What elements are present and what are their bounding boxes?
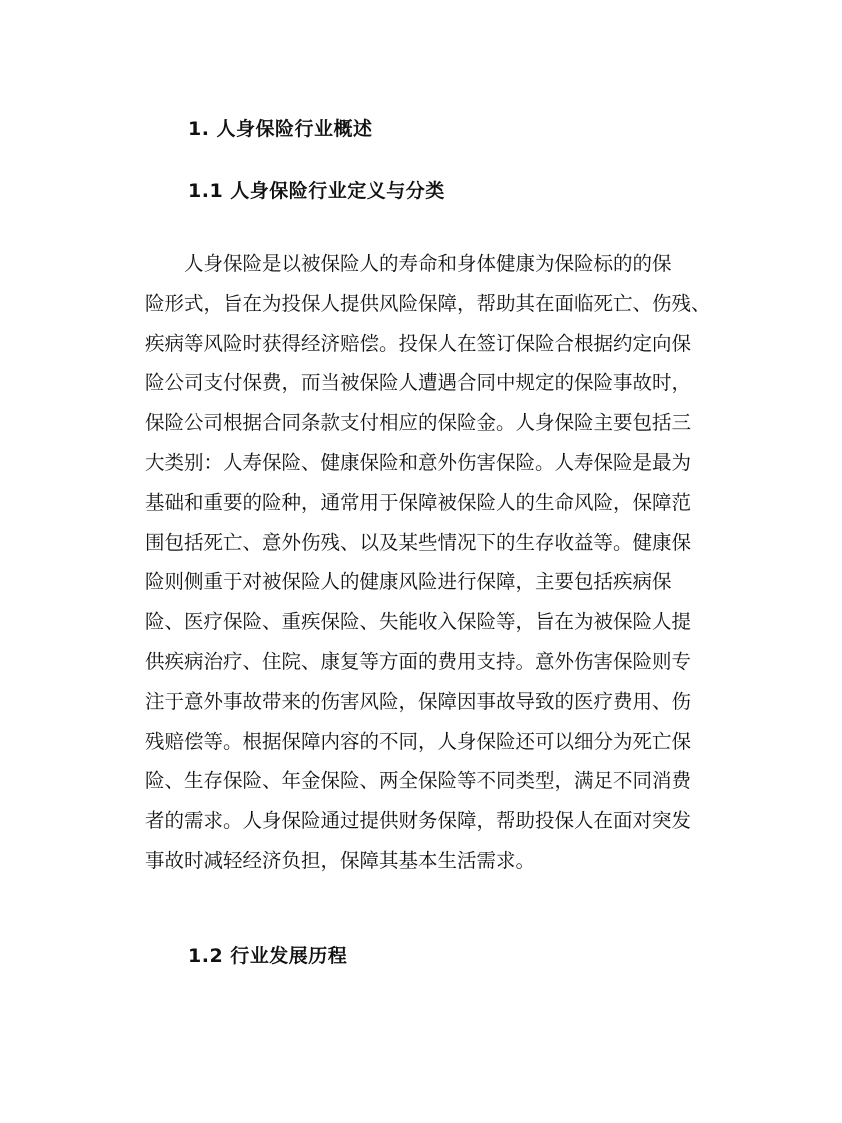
paragraph-line: 注于意外事故带来的伤害风险，保障因事故导致的医疗费用、伤 bbox=[145, 689, 692, 713]
paragraph-line: 疾病等风险时获得经济赔偿。投保人在签订保险合根据约定向保 bbox=[145, 331, 692, 355]
paragraph-line: 基础和重要的险种，通常用于保障被保险人的生命风险，保障范 bbox=[145, 490, 692, 514]
section-heading-1-1: 1.1 人身保险行业定义与分类 bbox=[188, 180, 445, 202]
paragraph-line: 保险公司根据合同条款支付相应的保险金。人身保险主要包括三 bbox=[145, 411, 692, 435]
section-heading-1: 1. 人身保险行业概述 bbox=[188, 118, 373, 140]
paragraph-line: 险形式，旨在为投保人提供风险保障，帮助其在面临死亡、伤残、 bbox=[145, 291, 711, 315]
paragraph-line: 残赔偿等。根据保障内容的不同，人身保险还可以细分为死亡保 bbox=[145, 729, 692, 753]
paragraph-line: 大类别：人寿保险、健康保险和意外伤害保险。人寿保险是最为 bbox=[145, 450, 692, 474]
paragraph-line: 供疾病治疗、住院、康复等方面的费用支持。意外伤害保险则专 bbox=[145, 649, 692, 673]
paragraph-line: 险、医疗保险、重疾保险、失能收入保险等，旨在为被保险人提 bbox=[145, 610, 692, 634]
paragraph-line: 围包括死亡、意外伤残、以及某些情况下的生存收益等。健康保 bbox=[145, 530, 692, 554]
paragraph-line: 险则侧重于对被保险人的健康风险进行保障，主要包括疾病保 bbox=[145, 570, 672, 594]
paragraph-line: 险、生存保险、年金保险、两全保险等不同类型，满足不同消费 bbox=[145, 769, 692, 793]
paragraph-line: 人身保险是以被保险人的寿命和身体健康为保险标的的保 bbox=[184, 252, 672, 275]
paragraph-line: 事故时减轻经济负担，保障其基本生活需求。 bbox=[145, 848, 536, 872]
paragraph-line: 险公司支付保费，而当被保险人遭遇合同中规定的保险事故时， bbox=[145, 371, 692, 395]
paragraph-line: 者的需求。人身保险通过提供财务保障，帮助投保人在面对突发 bbox=[145, 809, 692, 833]
body-paragraph bbox=[145, 244, 711, 881]
section-heading-1-2: 1.2 行业发展历程 bbox=[188, 945, 348, 967]
